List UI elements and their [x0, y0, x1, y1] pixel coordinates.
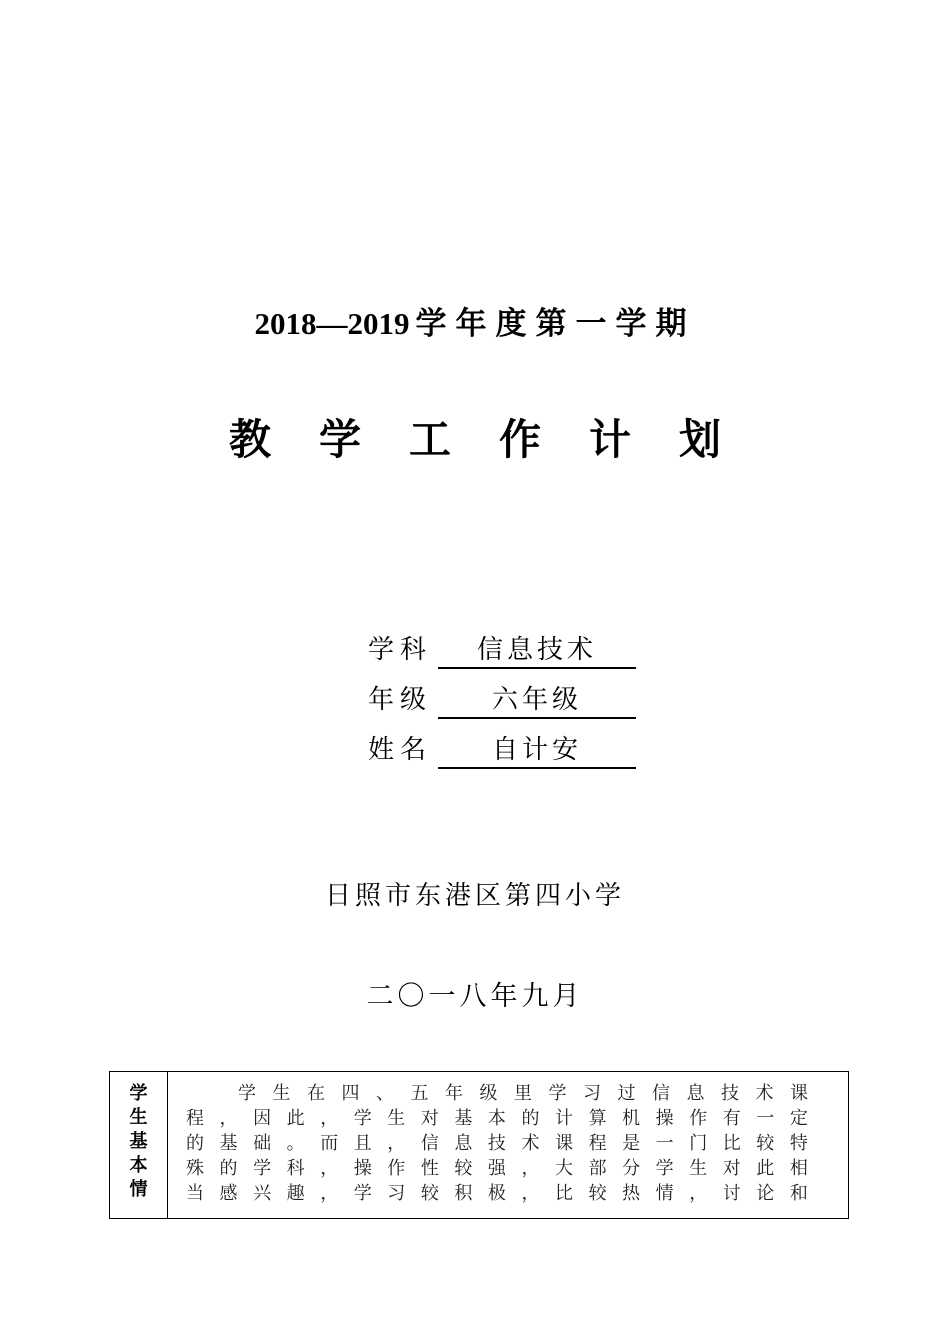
text-char: 课	[790, 1083, 808, 1104]
text-char: 对	[420, 1108, 439, 1129]
text-char: ，	[521, 1158, 540, 1179]
text-char: 较	[454, 1158, 473, 1179]
text-char: 趣	[286, 1183, 305, 1204]
text-char: 算	[588, 1108, 607, 1129]
text-char: 基	[219, 1133, 238, 1154]
text-line	[186, 1156, 808, 1181]
text-char: 学	[548, 1083, 567, 1104]
text-char: 而	[320, 1133, 339, 1154]
text-char: 定	[789, 1108, 808, 1129]
text-char: 程	[186, 1108, 204, 1129]
student-info-table	[109, 1071, 849, 1219]
text-char: 学	[353, 1108, 372, 1129]
document-title: 教学工作计划	[228, 415, 769, 464]
text-char: 技	[487, 1133, 506, 1154]
text-char: 四	[341, 1083, 360, 1104]
name-value: 自计安	[438, 733, 636, 769]
subject-row	[368, 630, 668, 670]
table-row-label	[110, 1072, 168, 1218]
text-char: 和	[789, 1183, 808, 1204]
text-char: 性	[420, 1158, 439, 1179]
label-char: 学	[129, 1083, 148, 1104]
text-line	[186, 1131, 808, 1156]
text-char: 对	[722, 1158, 741, 1179]
text-char: 科	[286, 1158, 305, 1179]
text-char: ，	[219, 1108, 238, 1129]
text-char: 较	[588, 1183, 607, 1204]
text-char: ，	[320, 1183, 339, 1204]
text-char: 基	[454, 1108, 473, 1129]
label-char: 本	[129, 1155, 148, 1176]
subject-value: 信息技术	[438, 633, 636, 669]
text-char: 较	[420, 1183, 439, 1204]
text-char: 作	[387, 1158, 406, 1179]
text-char: 作	[689, 1108, 708, 1129]
text-char: 强	[487, 1158, 506, 1179]
text-char: 计	[555, 1108, 574, 1129]
label-char: 基	[129, 1131, 148, 1152]
text-char: 当	[186, 1183, 204, 1204]
text-char: 兴	[253, 1183, 272, 1204]
academic-years: 2018—2019	[254, 306, 410, 341]
text-line	[186, 1081, 808, 1106]
name-label: 姓名	[368, 735, 433, 765]
text-char: 特	[789, 1133, 808, 1154]
text-line	[186, 1106, 808, 1131]
text-char: ，	[320, 1108, 339, 1129]
text-char: 年	[445, 1083, 463, 1104]
text-char: 息	[686, 1083, 705, 1104]
text-char: 里	[514, 1083, 532, 1104]
text-char: 技	[721, 1083, 739, 1104]
text-char: 积	[454, 1183, 473, 1204]
text-char: 一	[756, 1108, 775, 1129]
text-char: 。	[286, 1133, 305, 1154]
text-char: ，	[387, 1133, 406, 1154]
text-char: 本	[487, 1108, 506, 1129]
text-char: 一	[655, 1133, 674, 1154]
text-char: 的	[219, 1158, 238, 1179]
text-char: 五	[410, 1083, 429, 1104]
label-char: 情	[129, 1179, 148, 1200]
text-char: 础	[253, 1133, 272, 1154]
text-char: 学	[253, 1158, 272, 1179]
text-char: 大	[555, 1158, 574, 1179]
text-char: 学	[353, 1183, 372, 1204]
text-char: 过	[617, 1083, 636, 1104]
text-char: 是	[622, 1133, 641, 1154]
text-char: 的	[186, 1133, 204, 1154]
text-char: 术	[521, 1133, 540, 1154]
text-char: 相	[789, 1158, 808, 1179]
text-char: 学	[655, 1158, 674, 1179]
text-char: 在	[307, 1083, 325, 1104]
text-char: 门	[689, 1133, 708, 1154]
text-char: 因	[253, 1108, 272, 1129]
text-char: ，	[320, 1158, 339, 1179]
text-char: 术	[755, 1083, 774, 1104]
subject-label: 学科	[368, 635, 433, 665]
text-char: 习	[583, 1083, 601, 1104]
text-char: 论	[756, 1183, 775, 1204]
text-char: 讨	[722, 1183, 741, 1204]
text-char: 生	[689, 1158, 708, 1179]
text-char: 分	[622, 1158, 641, 1179]
text-char: 情	[655, 1183, 674, 1204]
text-char: 且	[353, 1133, 372, 1154]
text-char: 热	[622, 1183, 641, 1204]
text-char: 操	[655, 1108, 674, 1129]
grade-row	[368, 680, 668, 720]
name-row	[368, 730, 668, 770]
text-char: 息	[454, 1133, 473, 1154]
text-char: 级	[479, 1083, 498, 1104]
table-cell-content	[168, 1072, 848, 1218]
text-char: 生	[387, 1108, 406, 1129]
text-char: 课	[555, 1133, 574, 1154]
text-char: 较	[756, 1133, 775, 1154]
text-char: 生	[272, 1083, 291, 1104]
text-char: 程	[588, 1133, 607, 1154]
text-char: 的	[521, 1108, 540, 1129]
semester-heading	[0, 302, 950, 346]
text-char: 操	[353, 1158, 372, 1179]
text-char: 、	[376, 1083, 394, 1104]
text-char: 学	[238, 1083, 256, 1104]
text-line	[186, 1181, 808, 1206]
text-char: 此	[286, 1108, 305, 1129]
text-char: 信	[420, 1133, 439, 1154]
term-label: 学年度第一学期	[415, 306, 696, 341]
text-char: 感	[219, 1183, 238, 1204]
document-date: 二〇一八年九月	[366, 981, 584, 1012]
label-char: 生	[129, 1107, 148, 1128]
text-char: 有	[722, 1108, 741, 1129]
grade-label: 年级	[368, 685, 433, 715]
text-char: 机	[622, 1108, 641, 1129]
text-char: 极	[487, 1183, 506, 1204]
text-char: ，	[689, 1183, 708, 1204]
text-char: 习	[387, 1183, 406, 1204]
text-char: 比	[555, 1183, 574, 1204]
text-char: 信	[652, 1083, 670, 1104]
grade-value: 六年级	[438, 683, 636, 719]
school-name: 日照市东港区第四小学	[324, 881, 625, 911]
text-char: 殊	[186, 1158, 204, 1179]
text-char: ，	[521, 1183, 540, 1204]
text-char: 比	[722, 1133, 741, 1154]
text-char: 部	[588, 1158, 607, 1179]
text-char: 此	[756, 1158, 775, 1179]
